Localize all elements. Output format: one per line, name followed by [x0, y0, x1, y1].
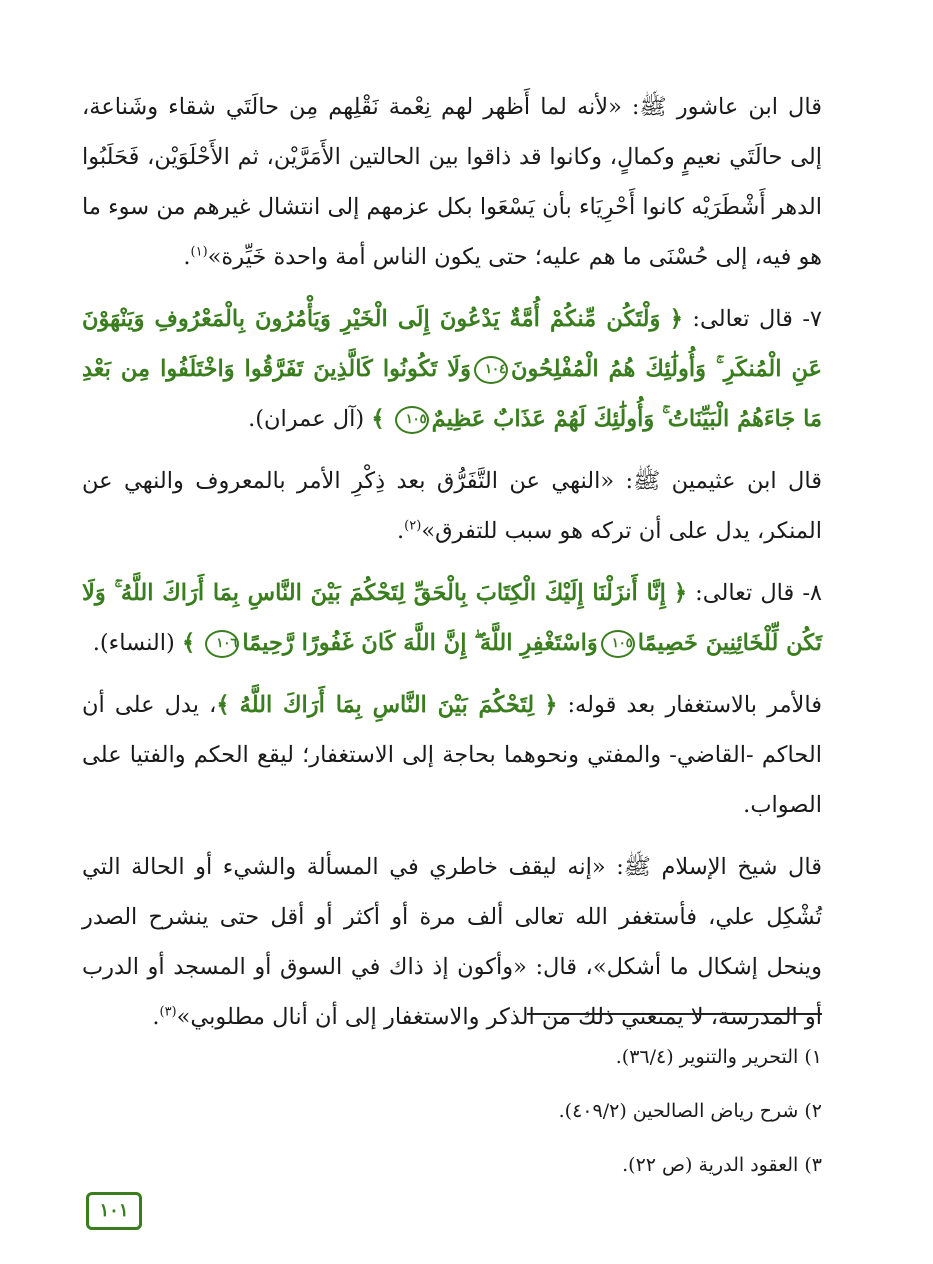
verse-open-bracket: ﴿ [669, 306, 683, 332]
quran-verse: إِنَّا أَنزَلْنَا إِلَيْكَ الْكِتَابَ بِالْحَقِّ لِتَحْكُمَ بَيْنَ النَّاسِ بِمَا أَرَاكَ اللَّهُ ۚ وَلَا تَكُن لِّلْخَائِنِينَ خَصِيمًا [82, 580, 822, 656]
footnote-ref-3[interactable]: (٣) [159, 1004, 177, 1020]
quran-verse: لِتَحْكُمَ بَيْنَ النَّاسِ بِمَا أَرَاكَ اللَّهُ [239, 692, 535, 718]
footnote-item: ٣) العقود الدرية (ص ٢٢). [622, 1154, 822, 1176]
paragraph-ibn-uthaymeen [82, 456, 822, 556]
verse-open-bracket: ﴿ [544, 692, 558, 718]
ayah-number-marker: ١٠٤ [474, 356, 508, 384]
punctuation: . [397, 518, 405, 544]
item-lead: ٧- قال تعالى: [692, 306, 823, 332]
ayah-number-marker: ١٠٥ [601, 630, 635, 658]
paragraph-verse-8 [82, 568, 822, 668]
punctuation: . [183, 244, 191, 270]
quote-text: قال ابن عاشور ﷺ: «لأنه لما أَظهر لهم نِعْمة نَقْلِهم مِن حالَتَي شقاء وشَناعة، إلى حالَتَي نعيمٍ وكمالٍ، وكانوا قد ذاقوا بين الحالتين الأَمَرَّيْن، ثم الأَحْلَوَيْن، فَحَلَبُوا الدهر أَشْطَرَيْه كانوا أَحْرِيَاء بأن يَسْعَوا بكل عزمهم إلى انتشال غيرهم من سوء ما هو فيه، إلى حُسْنَى ما هم عليه؛ حتى يكون الناس أمة واحدة خَيِّرة» [82, 94, 822, 270]
page-body [82, 82, 822, 1054]
footnote-item: ٢) شرح رياض الصالحين (٤٠٩/٢). [558, 1100, 822, 1122]
body-text: فالأمر بالاستغفار بعد قوله: [567, 692, 822, 718]
quran-verse: وَلَا تَكُونُوا كَالَّذِينَ تَفَرَّقُوا وَاخْتَلَفُوا مِن بَعْدِ مَا جَاءَهُمُ الْبَيِّنَاتُ ۚ وَأُولَٰئِكَ لَهُمْ عَذَابٌ عَظِيمٌ [82, 356, 822, 432]
footnote-ref-1[interactable]: (١) [190, 244, 208, 260]
paragraph-shaykh-al-islam [82, 842, 822, 1042]
quran-verse: وَلْتَكُن مِّنكُمْ أُمَّةٌ يَدْعُونَ إِلَى الْخَيْرِ وَيَأْمُرُونَ بِالْمَعْرُوفِ وَيَنْهَوْنَ عَنِ الْمُنكَرِ ۚ وَأُولَٰئِكَ هُمُ الْمُفْلِحُونَ [82, 306, 822, 382]
body-text: ، يدل على أن الحاكم -القاضي- والمفتي ونحوهما بحاجة إلى الاستغفار؛ ليقع الحكم والفتيا على الصواب. [82, 692, 822, 818]
verse-close-bracket: ﴾ [181, 630, 196, 656]
quote-text: قال ابن عثيمين ﷺ: «النهي عن التَّفَرُّق بعد ذِكْرِ الأمر بالمعروف والنهي عن المنكر، يدل على أن تركه هو سبب للتفرق» [82, 468, 822, 544]
page-number-badge: ١٠١ [86, 1192, 142, 1230]
quote-text: قال شيخ الإسلام ﷺ: «إنه ليقف خاطري في المسألة والشيء أو الحالة التي تُشْكِل علي، فأستغفر الله تعالى ألف مرة أو أكثر أو أقل حتى ينشرح الصدر وينحل إشكال ما أشكل»، قال: «وأكون إذ ذاك في السوق أو المسجد أو الدرب أو المدرسة، لا يمنعني ذلك من الذكر والاستغفار إلى أن أنال مطلوبي» [82, 854, 822, 1030]
ayah-number-marker: ١٠٥ [395, 406, 429, 434]
footnote-divider [527, 1013, 822, 1015]
ayah-number-marker: ١٠٦ [205, 630, 239, 658]
surah-reference: (النساء). [92, 630, 175, 656]
footnote-ref-2[interactable]: (٢) [404, 518, 422, 534]
surah-reference: (آل عمران). [248, 406, 365, 432]
paragraph-ibn-ashur [82, 82, 822, 282]
verse-close-bracket: ﴾ [216, 692, 230, 718]
quran-verse: وَاسْتَغْفِرِ اللَّهَ ۖ إِنَّ اللَّهَ كَانَ غَفُورًا رَّحِيمًا [242, 630, 598, 656]
paragraph-istighfar [82, 680, 822, 830]
paragraph-verse-7 [82, 294, 822, 444]
footnote-item: ١) التحرير والتنوير (٣٦/٤). [615, 1046, 822, 1068]
verse-open-bracket: ﴿ [673, 580, 688, 606]
footnotes [82, 1030, 822, 1192]
item-lead: ٨- قال تعالى: [695, 580, 823, 606]
verse-close-bracket: ﴾ [371, 406, 385, 432]
punctuation: . [152, 1004, 160, 1030]
